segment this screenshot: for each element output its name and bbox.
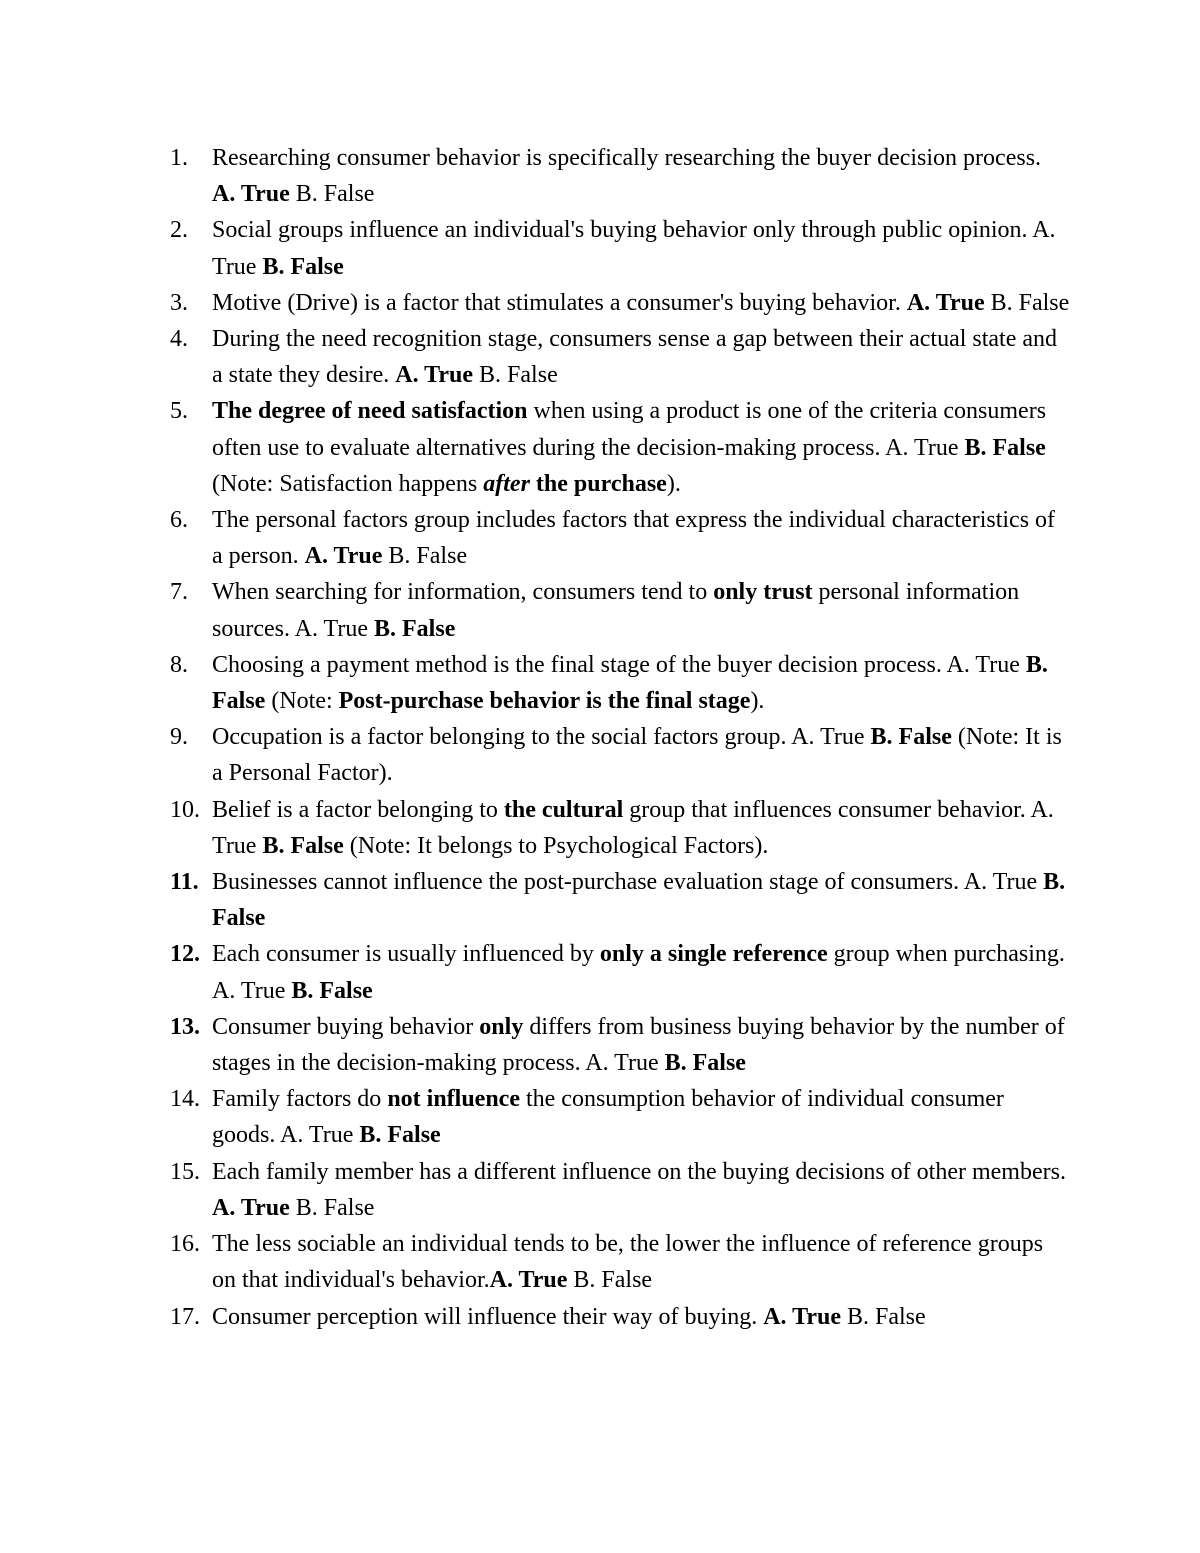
question-text-segment: B. False — [374, 615, 456, 642]
question-number: 12. — [170, 941, 200, 968]
question-text-segment: personal information sources. A. True — [212, 579, 1020, 642]
question-text-segment: The less sociable an individual tends to be, the lower the influence of reference groups on that individual's behavior. — [212, 1231, 1044, 1294]
question-number: 9. — [170, 724, 188, 751]
question-text-segment: Post-purchase behavior is the final stage — [338, 688, 751, 715]
question-list — [170, 140, 1070, 1335]
question-text-segment: A. True — [906, 289, 985, 316]
question-text-segment: During the need recognition stage, consumers sense a gap between their actual state and a state they desire. — [212, 326, 1058, 389]
question-item — [170, 719, 1070, 791]
question-text-segment: Each family member has a different influence on the buying decisions of other members. — [212, 1158, 1066, 1185]
question-number: 4. — [170, 326, 188, 353]
question-text-segment: A. True — [489, 1267, 568, 1294]
question-text-segment: A. True — [763, 1303, 841, 1330]
question-text-segment: B. False — [262, 253, 344, 280]
question-number: 2. — [170, 217, 188, 244]
question-text-segment: B. False — [262, 832, 344, 859]
question-item — [170, 647, 1070, 719]
question-text-segment: differs from business buying behavior by the number of stages in the decision-making process. A. True — [212, 1013, 1065, 1077]
question-text-segment: B. False — [567, 1267, 653, 1294]
question-item — [170, 321, 1070, 393]
question-text-segment: (Note: It is a Personal Factor). — [212, 724, 1062, 787]
question-text-segment: when using a product is one of the criteria consumers often use to evaluate alternatives during the decision-making process. A. True — [212, 398, 1047, 461]
question-text-segment: group that influences consumer behavior. A. True — [212, 796, 1054, 859]
question-text-segment: B. False — [964, 434, 1046, 461]
question-text-segment: only a single reference — [599, 941, 828, 968]
question-text-segment: B. False — [382, 543, 468, 570]
question-text-segment: (Note: — [265, 688, 339, 715]
question-number: 11. — [170, 869, 199, 896]
question-text-segment: ). — [750, 688, 765, 715]
question-item — [170, 574, 1070, 646]
question-item — [170, 1299, 1070, 1335]
question-text-segment: A. True — [212, 181, 290, 208]
question-item — [170, 140, 1070, 212]
question-text-segment: Consumer perception will influence their way of buying. — [212, 1303, 764, 1330]
question-item — [170, 1154, 1070, 1226]
question-item — [170, 1081, 1070, 1153]
question-number: 5. — [170, 398, 188, 425]
question-number: 8. — [170, 651, 188, 678]
question-text-segment: The degree of need satisfaction — [212, 398, 528, 425]
question-number: 1. — [170, 145, 188, 171]
question-text-segment: A. True — [304, 543, 383, 570]
question-text-segment: B. False — [291, 977, 373, 1004]
question-text-segment: Each consumer is usually influenced by — [212, 941, 600, 968]
question-item — [170, 393, 1070, 502]
question-number: 17. — [170, 1303, 200, 1330]
question-text-segment: only trust — [713, 579, 813, 606]
question-text-segment: B. False — [212, 869, 1066, 932]
question-item — [170, 1009, 1070, 1081]
question-text-segment: ). — [666, 470, 681, 497]
question-number: 14. — [170, 1086, 200, 1113]
question-text-segment: A. True — [212, 1194, 290, 1221]
question-text-segment: Occupation is a factor belonging to the social factors group. A. True — [212, 724, 871, 751]
question-text-segment: (Note: It belongs to Psychological Factors). — [343, 832, 769, 859]
question-text-segment: When searching for information, consumers tend to — [212, 579, 714, 606]
question-text-segment: Motive (Drive) is a factor that stimulates a consumer's buying behavior. — [212, 289, 907, 316]
question-text-segment: B. False — [289, 1194, 375, 1221]
question-text-segment: the consumption behavior of individual consumer goods. A. True — [212, 1086, 1004, 1149]
question-item — [170, 936, 1070, 1008]
question-text-segment: B. False — [289, 181, 375, 208]
question-text-segment: B. False — [473, 362, 558, 389]
question-text-segment: group when purchasing. A. True — [212, 941, 1065, 1004]
question-text-segment: The personal factors group includes factors that express the individual characteristics of a person. — [212, 507, 1056, 570]
question-text-segment: not influence — [387, 1086, 520, 1113]
question-text-segment: B. False — [664, 1050, 746, 1077]
question-text-segment: B. False — [840, 1303, 926, 1330]
question-number: 3. — [170, 289, 188, 316]
question-item — [170, 1226, 1070, 1298]
question-text-segment: only — [479, 1013, 524, 1040]
question-text-segment: Belief is a factor belonging to — [212, 796, 504, 823]
question-text-segment: (Note: Satisfaction happens — [212, 470, 484, 497]
question-text-segment: Choosing a payment method is the final stage of the buyer decision process. A. True — [212, 651, 1026, 678]
question-number: 6. — [170, 507, 188, 534]
question-text-segment: after — [483, 470, 530, 497]
question-text-segment: A. True — [395, 362, 474, 389]
question-item — [170, 212, 1070, 284]
question-number: 15. — [170, 1158, 200, 1185]
question-text-segment: Consumer buying behavior — [212, 1013, 480, 1040]
question-item — [170, 502, 1070, 574]
question-text-segment: Researching consumer behavior is specifically researching the buyer decision process. — [212, 145, 1042, 171]
question-text-segment: B. False — [212, 651, 1048, 715]
question-text-segment: Family factors do — [212, 1086, 388, 1113]
question-text-segment: the cultural — [503, 796, 624, 823]
question-number: 10. — [170, 796, 200, 823]
question-item — [170, 285, 1070, 321]
question-number: 13. — [170, 1013, 200, 1040]
question-text-segment: B. False — [984, 289, 1070, 316]
question-item — [170, 792, 1070, 864]
question-text-segment: the purchase — [529, 470, 667, 497]
question-number: 16. — [170, 1231, 200, 1258]
question-text-segment: Businesses cannot influence the post-purchase evaluation stage of consumers. A. True — [212, 869, 1044, 896]
question-text-segment: B. False — [870, 724, 952, 751]
question-number: 7. — [170, 579, 188, 606]
question-text-segment: Social groups influence an individual's buying behavior only through public opinion. A. True — [212, 217, 1056, 280]
question-item — [170, 864, 1070, 936]
question-text-segment: B. False — [359, 1122, 441, 1149]
